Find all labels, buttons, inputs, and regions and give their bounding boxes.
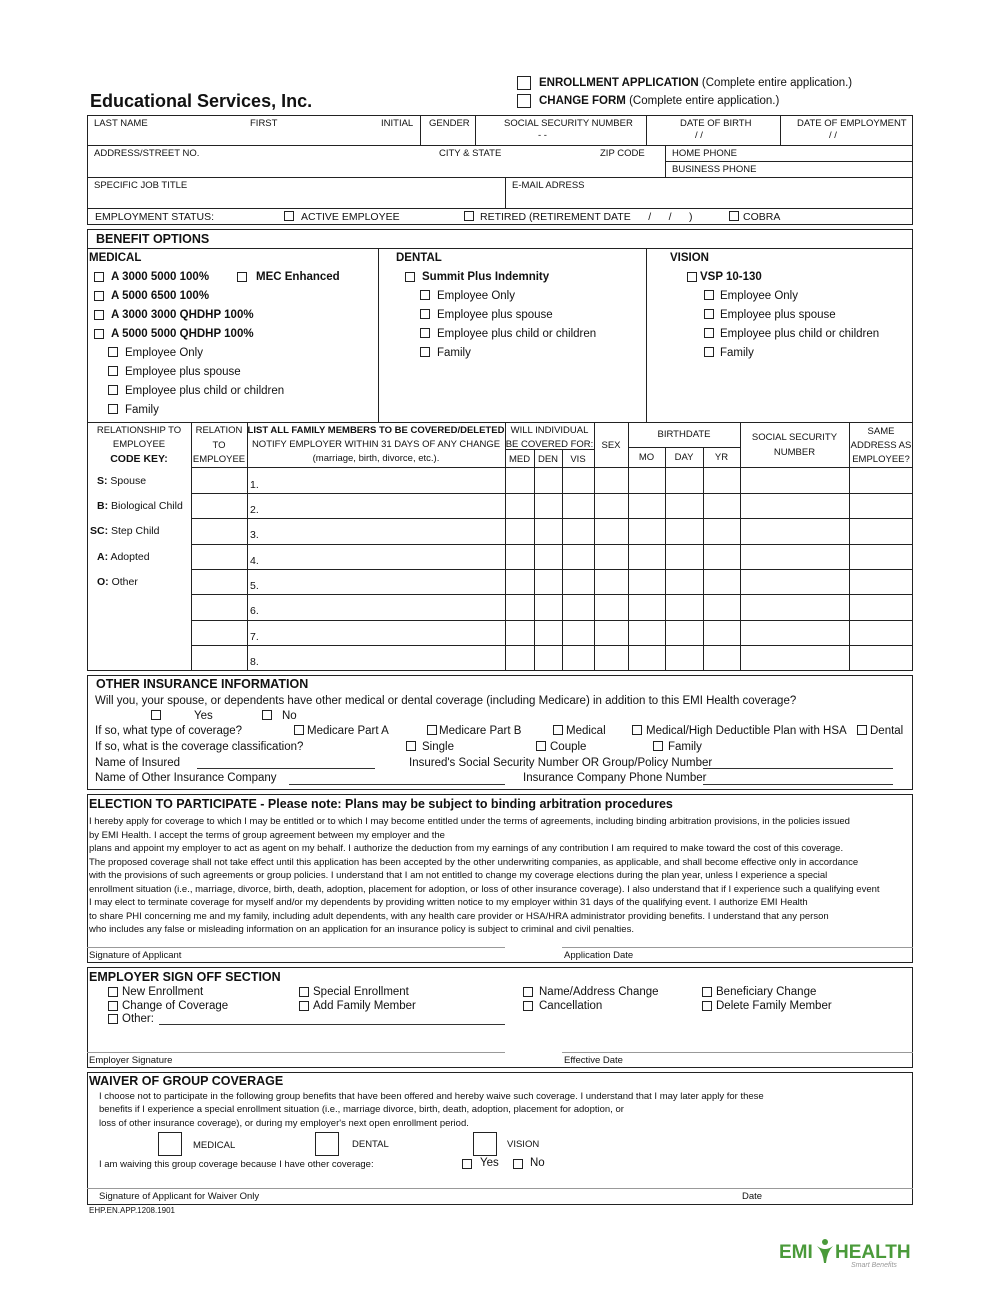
vision-tier-3-label: Employee plus child or children xyxy=(720,328,880,340)
mec-enhanced-checkbox[interactable] xyxy=(237,272,247,282)
special-enrollment-label: Special Enrollment xyxy=(313,986,409,998)
will-covered-header-2: BE COVERED FOR: xyxy=(505,439,594,450)
other-dental-label: Dental xyxy=(870,725,904,737)
last-name-label: LAST NAME xyxy=(94,118,148,129)
person-icon xyxy=(816,1238,834,1264)
last-name-field[interactable] xyxy=(88,130,248,144)
cancellation-checkbox[interactable] xyxy=(523,1001,533,1011)
dental-heading: DENTAL xyxy=(396,252,442,264)
hdhp-hsa-label: Medical/High Deductible Plan with HSA xyxy=(646,725,847,737)
retired-label: RETIRED (RETIREMENT DATE / / ) xyxy=(480,211,693,223)
insured-ssn-label: Insured's Social Security Number OR Group/Policy Number xyxy=(409,757,713,769)
medical-tier-1-label: Employee Only xyxy=(125,347,203,359)
relation-header-3: EMPLOYEE xyxy=(192,454,246,465)
medical-plan-2-label: A 5000 6500 100% xyxy=(111,290,210,302)
family-list-header-3: (marriage, birth, divorce, etc.). xyxy=(312,453,440,464)
code-other: O: Other xyxy=(97,576,138,588)
dental-plan-checkbox[interactable] xyxy=(405,272,415,282)
cobra-checkbox[interactable] xyxy=(729,211,739,221)
doe-separators: / / xyxy=(829,130,837,141)
same-address-header-3: EMPLOYEE? xyxy=(852,454,910,465)
cobra-label: COBRA xyxy=(743,211,781,223)
medical-tier-2-checkbox[interactable] xyxy=(108,366,118,376)
retired-checkbox[interactable] xyxy=(464,211,474,221)
delete-family-checkbox[interactable] xyxy=(702,1001,712,1011)
same-address-header-2: ADDRESS AS xyxy=(850,440,912,451)
medical-plan-4-label: A 5000 5000 QHDHP 100% xyxy=(111,328,254,340)
enrollment-application-checkbox[interactable] xyxy=(517,76,531,90)
medical-tier-4-checkbox[interactable] xyxy=(108,404,118,414)
waiver-signature-label: Signature of Applicant for Waiver Only xyxy=(99,1191,260,1202)
waive-dental-box[interactable] xyxy=(315,1132,339,1156)
coverage-class-question: If so, what is the coverage classification? xyxy=(95,741,304,753)
waiver-date-label: Date xyxy=(742,1191,763,1202)
waiver-line-1: I choose not to participate in the following group benefits that have been offered and hereby waive such coverage. I understand that I may later apply for these xyxy=(99,1091,764,1102)
waiver-no-label: No xyxy=(530,1157,545,1169)
employment-status-label: EMPLOYMENT STATUS: xyxy=(95,211,215,223)
day-header: DAY xyxy=(674,452,694,463)
sex-header: SEX xyxy=(601,440,621,451)
dental-tier-4-label: Family xyxy=(437,347,471,359)
other-insurance-title: OTHER INSURANCE INFORMATION xyxy=(96,677,309,691)
other-checkbox[interactable] xyxy=(108,1014,118,1024)
benefit-options-title: BENEFIT OPTIONS xyxy=(96,232,210,246)
medicare-a-checkbox[interactable] xyxy=(294,725,304,735)
cancellation-label: Cancellation xyxy=(539,1000,603,1012)
other-coverage-no-checkbox[interactable] xyxy=(262,710,272,720)
medical-tier-1-checkbox[interactable] xyxy=(108,347,118,357)
applicant-signature-label: Signature of Applicant xyxy=(89,950,182,961)
job-title-label: SPECIFIC JOB TITLE xyxy=(94,180,188,191)
employer-signature-label: Employer Signature xyxy=(89,1055,173,1066)
applicant-signature-line[interactable] xyxy=(87,947,505,948)
emi-health-logo: EMI HEALTH Smart Benefits xyxy=(779,1241,911,1269)
beneficiary-change-checkbox[interactable] xyxy=(702,987,712,997)
name-address-change-label: Name/Address Change xyxy=(539,986,659,998)
business-phone-label: BUSINESS PHONE xyxy=(672,164,757,175)
ssn-label: SOCIAL SECURITY NUMBER xyxy=(504,118,633,129)
dental-tier-2-label: Employee plus spouse xyxy=(437,309,553,321)
birthdate-header: BIRTHDATE xyxy=(657,429,711,440)
code-spouse: S: Spouse xyxy=(97,475,147,487)
family-row-3[interactable]: 3. xyxy=(250,529,259,541)
change-coverage-checkbox[interactable] xyxy=(108,1001,118,1011)
class-single-checkbox[interactable] xyxy=(406,741,416,751)
other-coverage-question: Will you, your spouse, or dependents have other medical or dental coverage (including Medicare) in addition to this EMI Health coverage? xyxy=(95,695,797,707)
first-name-label: FIRST xyxy=(250,118,278,129)
change-coverage-label: Change of Coverage xyxy=(122,1000,229,1012)
family-ssn-header-1: SOCIAL SECURITY xyxy=(751,432,838,443)
med-header: MED xyxy=(508,454,531,465)
insured-ssn-line[interactable] xyxy=(703,768,893,769)
class-couple-label: Couple xyxy=(550,741,587,753)
new-enrollment-label: New Enrollment xyxy=(122,986,204,998)
name-of-insured-label: Name of Insured xyxy=(95,757,181,769)
employer-signature-line[interactable] xyxy=(87,1052,505,1053)
family-list-header-2: NOTIFY EMPLOYER WITHIN 31 DAYS OF ANY CHANGE xyxy=(251,439,501,450)
waiver-line-3: loss of other insurance coverage), or during my employer's next open enrollment period. xyxy=(99,1118,469,1129)
email-label: E-MAIL ADRESS xyxy=(512,180,585,191)
code-key-header: CODE KEY: xyxy=(110,453,168,465)
other-company-line[interactable] xyxy=(289,784,505,785)
delete-family-label: Delete Family Member xyxy=(716,1000,832,1012)
waiver-title: WAIVER OF GROUP COVERAGE xyxy=(89,1074,284,1088)
medical-tier-3-label: Employee plus child or children xyxy=(125,385,285,397)
waiver-line-2: benefits if I experience a special enrollment situation (i.e., marriage divorce, birth, death, adoption, placement for adoption, or xyxy=(99,1104,624,1115)
special-enrollment-checkbox[interactable] xyxy=(299,987,309,997)
city-state-label: CITY & STATE xyxy=(439,148,502,159)
waiver-no-checkbox[interactable] xyxy=(513,1159,523,1169)
family-row-8[interactable]: 8. xyxy=(250,656,259,668)
den-header: DEN xyxy=(537,454,559,465)
waive-vision-label: VISION xyxy=(507,1139,540,1150)
employer-section-title: EMPLOYER SIGN OFF SECTION xyxy=(89,970,281,984)
family-row-6[interactable]: 6. xyxy=(250,605,259,617)
medical-tier-4-label: Family xyxy=(125,404,159,416)
vis-header: VIS xyxy=(570,454,586,465)
zip-label: ZIP CODE xyxy=(600,148,645,159)
relation-header-2: TO xyxy=(212,440,226,451)
medical-plan-4-checkbox[interactable] xyxy=(94,329,104,339)
mec-enhanced-label: MEC Enhanced xyxy=(256,271,340,283)
medical-plan-3-checkbox[interactable] xyxy=(94,310,104,320)
other-medical-label: Medical xyxy=(566,725,606,737)
other-coverage-yes-checkbox[interactable] xyxy=(151,710,161,720)
enrollment-application-label: ENROLLMENT APPLICATION (Complete entire application.) xyxy=(539,77,853,89)
add-family-label: Add Family Member xyxy=(313,1000,416,1012)
other-line[interactable] xyxy=(159,1024,505,1025)
class-family-checkbox[interactable] xyxy=(653,741,663,751)
medical-plan-1-checkbox[interactable] xyxy=(94,272,104,282)
will-covered-header-1: WILL INDIVIDUAL xyxy=(510,425,589,436)
medical-plan-3-label: A 3000 3000 QHDHP 100% xyxy=(111,309,254,321)
medicare-b-label: Medicare Part B xyxy=(439,725,522,737)
company-name: Educational Services, Inc. xyxy=(90,91,313,111)
relation-header-1: RELATION xyxy=(195,425,243,436)
change-form-checkbox[interactable] xyxy=(517,94,531,108)
other-coverage-yes-label: Yes xyxy=(194,710,213,722)
other-medical-checkbox[interactable] xyxy=(553,725,563,735)
effective-date-line[interactable] xyxy=(562,1052,913,1053)
ssn-separators: - - xyxy=(538,130,547,141)
home-phone-label: HOME PHONE xyxy=(672,148,737,159)
dob-label: DATE OF BIRTH xyxy=(680,118,752,129)
name-of-insured-line[interactable] xyxy=(197,768,375,769)
vision-tier-4-label: Family xyxy=(720,347,754,359)
waive-vision-box[interactable] xyxy=(473,1132,497,1156)
other-coverage-no-label: No xyxy=(282,710,297,722)
vision-tier-2-label: Employee plus spouse xyxy=(720,309,836,321)
class-family-label: Family xyxy=(668,741,702,753)
family-ssn-header-2: NUMBER xyxy=(773,447,816,458)
change-form-label: CHANGE FORM (Complete entire application.) xyxy=(539,95,780,107)
other-label: Other: xyxy=(122,1013,154,1025)
waive-medical-box[interactable] xyxy=(158,1132,182,1156)
class-single-label: Single xyxy=(422,741,454,753)
yr-header: YR xyxy=(714,452,729,463)
code-biological-child: B: Biological Child xyxy=(97,500,183,512)
dental-tier-2-checkbox[interactable] xyxy=(420,309,430,319)
relationship-header-1: RELATIONSHIP TO xyxy=(96,425,182,436)
company-phone-line[interactable] xyxy=(703,784,893,785)
dental-tier-3-label: Employee plus child or children xyxy=(437,328,597,340)
vision-tier-3-checkbox[interactable] xyxy=(704,328,714,338)
new-enrollment-checkbox[interactable] xyxy=(108,987,118,997)
vision-plan-label: VSP 10-130 xyxy=(700,271,762,283)
waiver-yes-checkbox[interactable] xyxy=(462,1159,472,1169)
family-row-4[interactable]: 4. xyxy=(250,555,259,567)
medical-heading: MEDICAL xyxy=(89,252,142,264)
family-row-1[interactable]: 1. xyxy=(250,479,259,491)
family-row-5[interactable]: 5. xyxy=(250,580,259,592)
vision-tier-1-checkbox[interactable] xyxy=(704,290,714,300)
form-code: EHP.EN.APP.1208.1901 xyxy=(89,1206,175,1215)
dental-tier-1-label: Employee Only xyxy=(437,290,515,302)
family-row-2[interactable]: 2. xyxy=(250,504,259,516)
other-dental-checkbox[interactable] xyxy=(857,725,867,735)
effective-date-label: Effective Date xyxy=(564,1055,623,1066)
add-family-checkbox[interactable] xyxy=(299,1001,309,1011)
name-address-change-checkbox[interactable] xyxy=(523,987,533,997)
medical-tier-3-checkbox[interactable] xyxy=(108,385,118,395)
waiver-reason-label: I am waiving this group coverage because I have other coverage: xyxy=(99,1159,374,1170)
dental-tier-1-checkbox[interactable] xyxy=(420,290,430,300)
relationship-header-2: EMPLOYEE xyxy=(112,439,166,450)
medicare-a-label: Medicare Part A xyxy=(307,725,389,737)
medical-plan-2-checkbox[interactable] xyxy=(94,291,104,301)
active-employee-label: ACTIVE EMPLOYEE xyxy=(301,211,400,223)
vision-heading: VISION xyxy=(670,252,709,264)
waiver-yes-label: Yes xyxy=(480,1157,499,1169)
dob-separators: / / xyxy=(695,130,703,141)
coverage-type-question: If so, what type of coverage? xyxy=(95,725,243,737)
beneficiary-change-label: Beneficiary Change xyxy=(716,986,817,998)
active-employee-checkbox[interactable] xyxy=(284,211,294,221)
election-body: I hereby apply for coverage to which I may be entitled or to which I may become entitled under the terms of agreements, including binding arbitration provisions, in the policies issued by EMI Health. I accept the terms of group agreement between my employer and the plans and appoint my employer to act as agent on my behalf. I authorize the deduction from my earnings of any contribution I am required to make toward the cost of this coverage. The proposed coverage shall not take effect until this application has been accepted by the other underwriting companies, as applicable, and shall become effective only in accordance with the provisions of such agreements or group policies. I understand that I am not entitled to change my coverage elections during the plan year, unless I experience a special enrollment situation (i.e., marriage, divorce, birth, death, adoption, placement for adoption, or loss of other insurance coverage). I also understand that if I experience such a qualifying event I may elect to terminate coverage for myself and/or my dependents by providing written notice to my employer within 31 days of the qualifying event. I authorize EMI Health to share PHI concerning me and my family, including adult dependents, with any health care provider or HSA/HRA administrator providing benefits. I understand that any person who includes any false or misleading information on an application for an insurance policy is subject to criminal and civil penalties. xyxy=(89,816,880,935)
vision-plan-checkbox[interactable] xyxy=(687,272,697,282)
code-step-child: SC: Step Child xyxy=(90,525,160,537)
hdhp-hsa-checkbox[interactable] xyxy=(632,725,642,735)
initial-label: INITIAL xyxy=(381,118,414,129)
family-list-header-1: LIST ALL FAMILY MEMBERS TO BE COVERED/DELETED xyxy=(247,425,505,436)
dental-tier-4-checkbox[interactable] xyxy=(420,347,430,357)
vision-tier-4-checkbox[interactable] xyxy=(704,347,714,357)
family-row-7[interactable]: 7. xyxy=(250,631,259,643)
other-company-label: Name of Other Insurance Company xyxy=(95,772,277,784)
mo-header: MO xyxy=(638,452,655,463)
company-phone-label: Insurance Company Phone Number xyxy=(523,772,707,784)
class-couple-checkbox[interactable] xyxy=(536,741,546,751)
doe-label: DATE OF EMPLOYMENT xyxy=(797,118,907,129)
vision-tier-2-checkbox[interactable] xyxy=(704,309,714,319)
waive-medical-label: MEDICAL xyxy=(193,1140,236,1151)
dental-tier-3-checkbox[interactable] xyxy=(420,328,430,338)
vision-tier-1-label: Employee Only xyxy=(720,290,798,302)
same-address-header-1: SAME xyxy=(867,426,895,437)
medical-plan-1-label: A 3000 5000 100% xyxy=(111,271,210,283)
application-date-line[interactable] xyxy=(562,947,913,948)
code-adopted: A: Adopted xyxy=(97,551,150,563)
gender-label: GENDER xyxy=(429,118,470,129)
application-date-label: Application Date xyxy=(564,950,634,961)
medicare-b-checkbox[interactable] xyxy=(427,725,437,735)
medical-tier-2-label: Employee plus spouse xyxy=(125,366,241,378)
waiver-signature-line[interactable] xyxy=(87,1188,913,1189)
dental-plan-label: Summit Plus Indemnity xyxy=(422,271,550,283)
waive-dental-label: DENTAL xyxy=(352,1139,389,1150)
address-label: ADDRESS/STREET NO. xyxy=(94,148,200,159)
election-title: ELECTION TO PARTICIPATE - Please note: Plans may be subject to binding arbitration procedures xyxy=(89,797,673,811)
